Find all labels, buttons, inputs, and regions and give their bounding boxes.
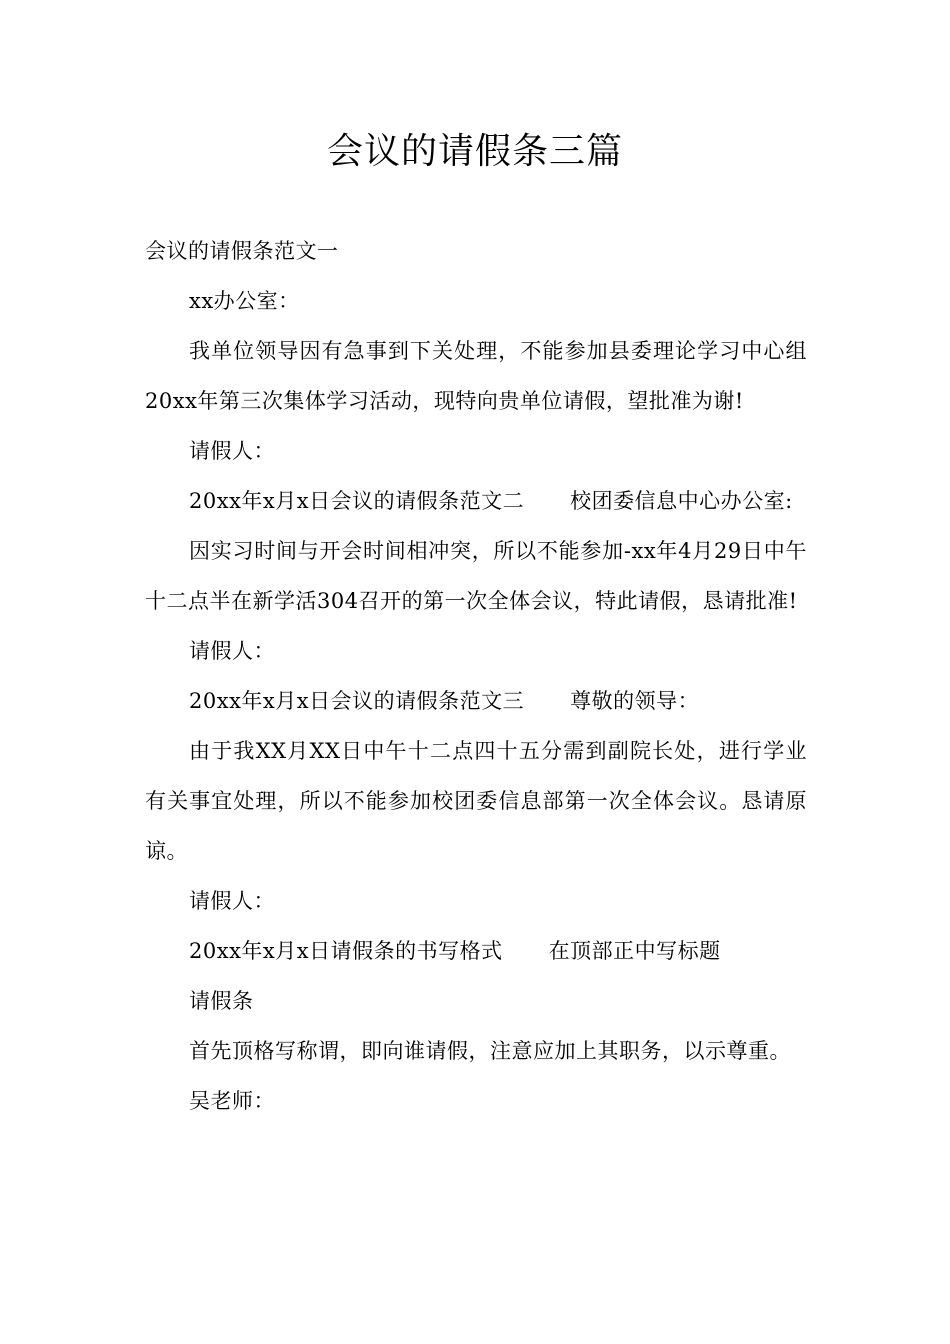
letter-one-salutation: xx办公室： [189, 289, 300, 313]
letter-one-signature: 请假人： [189, 439, 275, 463]
letter-one-body: 我单位领导因有急事到下关处理，不能参加县委理论学习中心组20xx年第三次集体学习活动，现特向贵单位请假，望批准为谢! [145, 339, 807, 413]
document-title: 会议的请假条三篇 [326, 131, 623, 172]
format-example-salutation: 吴老师： [189, 1089, 275, 1113]
document-body [145, 226, 807, 1126]
format-header-line [145, 926, 807, 976]
letter-one-date-and-heading-two: 20xx年x月x日会议的请假条范文二 [189, 489, 525, 513]
letter-two-header-line [145, 476, 807, 526]
letter-three-body: 由于我XX月XX日中午十二点四十五分需到副院长处，进行学业有关事宜处理，所以不能参加校团委信息部第一次全体会议。恳请原谅。 [145, 739, 807, 863]
letter-two-body: 因实习时间与开会时间相冲突，所以不能参加-xx年4月29日中午十二点半在新学活304召开的第一次全体会议，特此请假，恳请批准! [145, 539, 807, 613]
format-instruction: 首先顶格写称谓，即向谁请假，注意应加上其职务，以示尊重。 [189, 1039, 791, 1063]
letter-three-signature: 请假人： [189, 889, 275, 913]
section-heading-one: 会议的请假条范文一 [145, 239, 339, 263]
format-title-note: 在顶部正中写标题 [548, 939, 721, 963]
letter-three-salutation: 尊敬的领导： [570, 689, 700, 713]
letter-two-salutation: 校团委信息中心办公室: [570, 489, 793, 513]
letter-two-signature: 请假人： [189, 639, 275, 663]
letter-two-date-and-heading-three: 20xx年x月x日会议的请假条范文三 [189, 689, 525, 713]
letter-three-header-line [145, 676, 807, 726]
format-example-title: 请假条 [189, 989, 254, 1013]
letter-three-date-and-format-heading: 20xx年x月x日请假条的书写格式 [189, 939, 503, 963]
